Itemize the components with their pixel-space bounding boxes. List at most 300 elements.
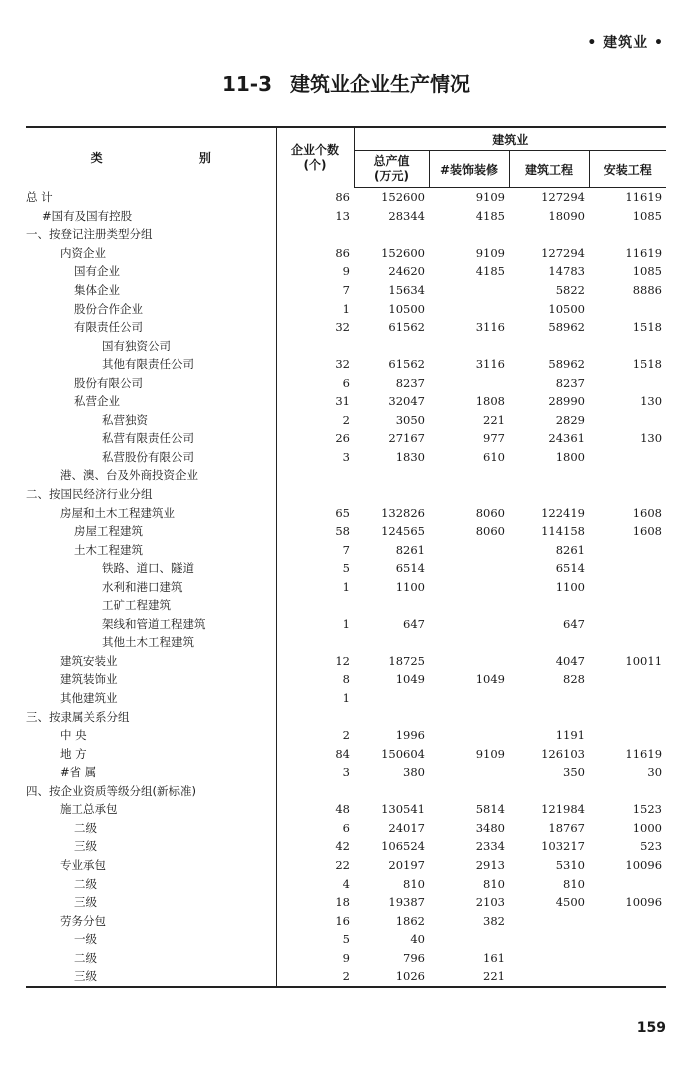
cell-installation: 523 [640,839,663,854]
cell-decoration: 1808 [475,394,505,409]
cell-count: 31 [276,392,354,411]
row-label: 施工总承包 [60,802,118,817]
cell-decoration [429,707,509,726]
cell-output: 152600 [381,245,425,260]
cell-count: 26 [276,429,354,448]
cell-count: 48 [276,800,354,819]
col-header-construction: 建筑工程 [509,151,589,188]
row-label: 集体企业 [74,283,120,297]
row-label: 私营股份有限公司 [102,449,194,464]
cell-output: 27167 [388,431,425,446]
cell-construction: 127294 [541,245,585,260]
table-row [26,744,666,763]
cell-installation [589,782,666,801]
cell-output: 15634 [388,283,425,297]
cell-count: 7 [276,281,354,300]
cell-construction [509,930,589,949]
cell-output: 1862 [395,913,425,928]
row-label: 二级 [74,950,97,965]
cell-construction: 58962 [548,357,585,372]
cell-count: 12 [276,652,354,671]
cell-output [354,336,429,355]
row-label: 三级 [74,895,97,910]
cell-output: 40 [410,932,425,947]
row-label: 国有企业 [74,264,120,279]
col-header-category: 类 别 [90,151,257,166]
cell-construction: 121984 [541,802,585,817]
table-row [26,207,666,226]
cell-installation [589,373,666,392]
cell-installation: 130 [640,431,663,446]
cell-installation: 10011 [625,653,663,668]
cell-output: 810 [403,876,425,891]
row-label: 总 计 [26,190,53,205]
table-row [26,485,666,504]
cell-installation [589,707,666,726]
cell-installation [589,670,666,689]
cell-construction: 103217 [541,839,585,854]
cell-installation [589,911,666,930]
row-label: 内资企业 [60,245,106,260]
cell-installation [589,225,666,244]
row-label: 其他有限责任公司 [102,357,194,372]
row-label: 私营企业 [74,394,120,409]
cell-output [354,225,429,244]
cell-count: 2 [276,726,354,745]
table-row [26,874,666,893]
cell-installation [589,466,666,485]
row-label: 三、按隶属关系分组 [26,709,130,724]
cell-output: 8261 [395,542,425,557]
cell-count [276,707,354,726]
table-row [26,281,666,300]
cell-output: 20197 [388,857,425,872]
cell-installation [589,559,666,578]
table-row [26,429,666,448]
cell-construction [509,782,589,801]
table-row [26,633,666,652]
table-row [26,763,666,782]
row-label: 房屋工程建筑 [74,524,143,539]
row-label: 建筑装饰业 [60,672,118,687]
table-row [26,559,666,578]
cell-count: 8 [276,670,354,689]
table-number: 11-3 [221,72,273,96]
cell-count [276,466,354,485]
cell-output: 647 [403,616,425,631]
cell-construction: 350 [563,765,585,780]
row-label: 专业承包 [60,857,106,872]
table-row [26,911,666,930]
cell-installation [589,485,666,504]
cell-construction [509,596,589,615]
cell-installation [589,726,666,745]
cell-decoration: 3480 [475,820,505,835]
cell-decoration [429,596,509,615]
cell-construction: 5822 [555,283,585,297]
cell-decoration [429,577,509,596]
cell-installation: 30 [647,765,663,780]
table-header [26,127,666,188]
row-label: 其他建筑业 [60,691,118,706]
cell-count: 65 [276,503,354,522]
cell-installation: 11619 [625,245,663,260]
cell-count: 16 [276,911,354,930]
cell-decoration [429,540,509,559]
production-table [26,126,666,988]
row-label: 二级 [74,876,97,891]
cell-output [354,707,429,726]
table-row [26,225,666,244]
cell-construction [509,967,589,987]
cell-construction [509,485,589,504]
cell-construction: 1191 [555,728,585,743]
row-label: 建筑安装业 [60,653,118,668]
table-row [26,448,666,467]
cell-installation: 1518 [632,357,663,372]
table-row [26,837,666,856]
cell-construction [509,466,589,485]
table-row [26,726,666,745]
cell-decoration [429,299,509,318]
cell-output: 130541 [381,802,425,817]
cell-output [354,782,429,801]
table-row [26,893,666,912]
cell-installation: 11619 [625,190,663,205]
cell-installation [589,689,666,708]
cell-decoration: 3116 [475,357,505,372]
cell-decoration [429,336,509,355]
table-row [26,411,666,430]
cell-decoration: 8060 [475,524,505,539]
row-label: 有限责任公司 [74,320,143,335]
cell-installation [589,577,666,596]
cell-construction: 18090 [548,208,585,223]
cell-construction: 8237 [555,375,585,390]
table-row [26,188,666,207]
table-row [26,522,666,541]
cell-construction: 1800 [555,449,585,464]
cell-decoration [429,225,509,244]
cell-output: 124565 [381,524,425,539]
row-label: 一级 [74,932,97,947]
table-row [26,355,666,374]
table-row [26,856,666,875]
cell-count: 2 [276,411,354,430]
cell-decoration [429,559,509,578]
cell-construction [509,336,589,355]
cell-output: 1830 [395,449,425,464]
row-label: 二级 [74,820,97,835]
cell-count: 5 [276,559,354,578]
cell-installation: 11619 [625,746,663,761]
cell-installation [589,336,666,355]
cell-construction: 58962 [548,320,585,335]
cell-construction: 122419 [541,505,585,520]
table-row [26,800,666,819]
row-label: 铁路、道口、隧道 [102,561,194,576]
cell-construction: 127294 [541,190,585,205]
col-header-count: 企业个数 (个) [276,127,354,188]
row-label: 四、按企业资质等级分组(新标准) [26,783,196,798]
cell-output: 61562 [388,357,425,372]
cell-count: 18 [276,893,354,912]
cell-decoration: 2913 [475,857,505,872]
table-row [26,596,666,615]
row-label: 私营独资 [102,412,148,427]
cell-output: 6514 [395,561,425,576]
running-head: • 建筑业 • [587,35,664,51]
cell-decoration [429,615,509,634]
table-title: 建筑业企业生产情况 [290,72,471,96]
cell-construction: 24361 [548,431,585,446]
row-label: #国有及国有控股 [42,208,133,223]
cell-decoration [429,373,509,392]
cell-installation: 130 [640,394,663,409]
cell-count: 9 [276,262,354,281]
cell-output: 3050 [395,412,425,427]
row-label: 中 央 [60,728,87,743]
cell-decoration [429,485,509,504]
cell-count: 1 [276,615,354,634]
row-label: 三级 [26,967,276,987]
cell-decoration: 810 [483,876,505,891]
cell-construction [509,707,589,726]
cell-count: 3 [276,763,354,782]
cell-output: 1996 [395,728,425,743]
table-row [26,466,666,485]
cell-decoration [429,281,509,300]
table-row [26,967,666,987]
cell-decoration: 610 [483,449,505,464]
cell-construction: 647 [563,616,585,631]
cell-count: 3 [276,448,354,467]
cell-output: 24620 [388,264,425,279]
table-body [26,188,666,987]
cell-construction: 28990 [548,394,585,409]
table-row [26,670,666,689]
row-label: 房屋和土木工程建筑业 [60,505,175,520]
cell-installation [589,633,666,652]
cell-installation [589,930,666,949]
cell-installation: 10096 [625,895,663,910]
cell-construction [509,689,589,708]
table-row [26,652,666,671]
cell-output: 150604 [381,746,425,761]
table-row [26,930,666,949]
cell-installation [589,615,666,634]
cell-count [276,485,354,504]
row-label: 国有独资公司 [102,338,171,353]
cell-count: 58 [276,522,354,541]
cell-count: 6 [276,819,354,838]
cell-decoration: 2103 [475,895,505,910]
table-row [26,318,666,337]
cell-output: 1049 [395,672,425,687]
cell-count [276,782,354,801]
cell-decoration: 1049 [475,672,505,687]
cell-installation: 1085 [632,208,663,223]
cell-decoration [429,763,509,782]
table-row [26,262,666,281]
cell-output: 28344 [388,208,425,223]
cell-count: 6 [276,373,354,392]
cell-construction: 5310 [555,857,585,872]
cell-decoration: 9109 [475,746,505,761]
cell-decoration: 4185 [475,264,505,279]
table-row [26,615,666,634]
cell-decoration [429,689,509,708]
cell-output: 132826 [381,505,425,520]
cell-construction [509,633,589,652]
col-header-output: 总产值 (万元) [354,151,429,188]
row-label: 一、按登记注册类型分组 [26,227,153,242]
cell-installation: 10096 [625,857,663,872]
cell-count: 32 [276,318,354,337]
row-label: 水利和港口建筑 [102,579,183,594]
cell-output: 10500 [388,301,425,316]
cell-construction: 114158 [541,524,585,539]
row-label: 股份合作企业 [74,301,143,316]
row-label: 地 方 [60,746,87,761]
cell-construction [509,225,589,244]
cell-decoration [429,633,509,652]
col-header-installation: 安装工程 [589,151,666,188]
table-row [26,373,666,392]
cell-installation: 1085 [632,264,663,279]
cell-output: 19387 [388,895,425,910]
cell-count: 86 [276,188,354,207]
cell-decoration: 977 [483,431,505,446]
cell-construction: 10500 [548,301,585,316]
cell-decoration: 221 [483,412,505,427]
row-label: 土木工程建筑 [74,542,143,557]
table-row [26,392,666,411]
row-label: 二、按国民经济行业分组 [26,487,153,502]
cell-installation: 1518 [632,320,663,335]
cell-count: 1 [276,577,354,596]
cell-output [354,466,429,485]
cell-output: 8237 [395,375,425,390]
cell-installation: 1608 [632,524,663,539]
cell-decoration [429,466,509,485]
cell-construction: 1100 [555,579,585,594]
table-row [26,503,666,522]
cell-installation: 8886 [632,283,663,297]
cell-count: 9 [276,948,354,967]
table-row [26,782,666,801]
cell-construction: 8261 [555,542,585,557]
cell-count: 5 [276,930,354,949]
cell-output: 1026 [354,967,429,987]
row-label: 架线和管道工程建筑 [102,616,206,631]
table-row [26,299,666,318]
cell-output: 152600 [381,190,425,205]
cell-output: 24017 [388,820,425,835]
table-row [26,689,666,708]
cell-output: 106524 [381,839,425,854]
cell-installation [589,967,666,987]
cell-output: 61562 [388,320,425,335]
cell-installation [589,874,666,893]
cell-count: 1 [276,689,354,708]
cell-count: 22 [276,856,354,875]
cell-decoration: 8060 [475,505,505,520]
cell-count: 86 [276,244,354,263]
cell-count: 32 [276,355,354,374]
cell-decoration [429,782,509,801]
cell-construction: 4047 [555,653,585,668]
row-label: 工矿工程建筑 [102,598,171,613]
cell-decoration: 382 [483,913,505,928]
cell-decoration [429,726,509,745]
cell-output [354,485,429,504]
cell-installation: 1523 [632,802,663,817]
cell-construction [509,948,589,967]
cell-output: 32047 [388,394,425,409]
table-row [26,819,666,838]
table-row [26,336,666,355]
cell-construction: 126103 [541,746,585,761]
cell-count [276,596,354,615]
cell-count: 13 [276,207,354,226]
cell-decoration: 161 [483,950,505,965]
cell-decoration: 9109 [475,190,505,205]
cell-output [354,689,429,708]
table-row [26,540,666,559]
row-label: 劳务分包 [60,913,106,928]
row-label: 股份有限公司 [74,375,143,390]
cell-installation: 1608 [632,505,663,520]
row-label: 私营有限责任公司 [102,431,194,446]
page-title [0,68,692,97]
cell-count [276,225,354,244]
table-row [26,948,666,967]
cell-construction: 18767 [548,820,585,835]
cell-decoration: 5814 [475,802,505,817]
cell-installation: 1000 [632,820,663,835]
row-label: 三级 [74,839,97,854]
cell-installation [589,596,666,615]
table-row [26,577,666,596]
cell-construction [509,911,589,930]
cell-decoration: 3116 [475,320,505,335]
cell-decoration: 221 [429,967,509,987]
cell-installation [589,540,666,559]
cell-output: 380 [403,765,425,780]
cell-count: 84 [276,744,354,763]
cell-decoration: 2334 [475,839,505,854]
cell-construction: 810 [563,876,585,891]
cell-construction: 4500 [555,895,585,910]
cell-installation [589,299,666,318]
cell-construction: 828 [563,672,585,687]
cell-count [276,633,354,652]
cell-count: 4 [276,874,354,893]
cell-output: 1100 [395,579,425,594]
cell-decoration: 4185 [475,208,505,223]
cell-installation [589,948,666,967]
cell-construction: 2829 [555,412,585,427]
cell-count: 2 [276,967,354,987]
page-number: 159 [636,1020,666,1036]
cell-decoration [429,930,509,949]
col-header-decoration: #装饰装修 [429,151,509,188]
cell-output [354,633,429,652]
table-row [26,244,666,263]
cell-decoration [429,652,509,671]
cell-decoration: 9109 [475,245,505,260]
